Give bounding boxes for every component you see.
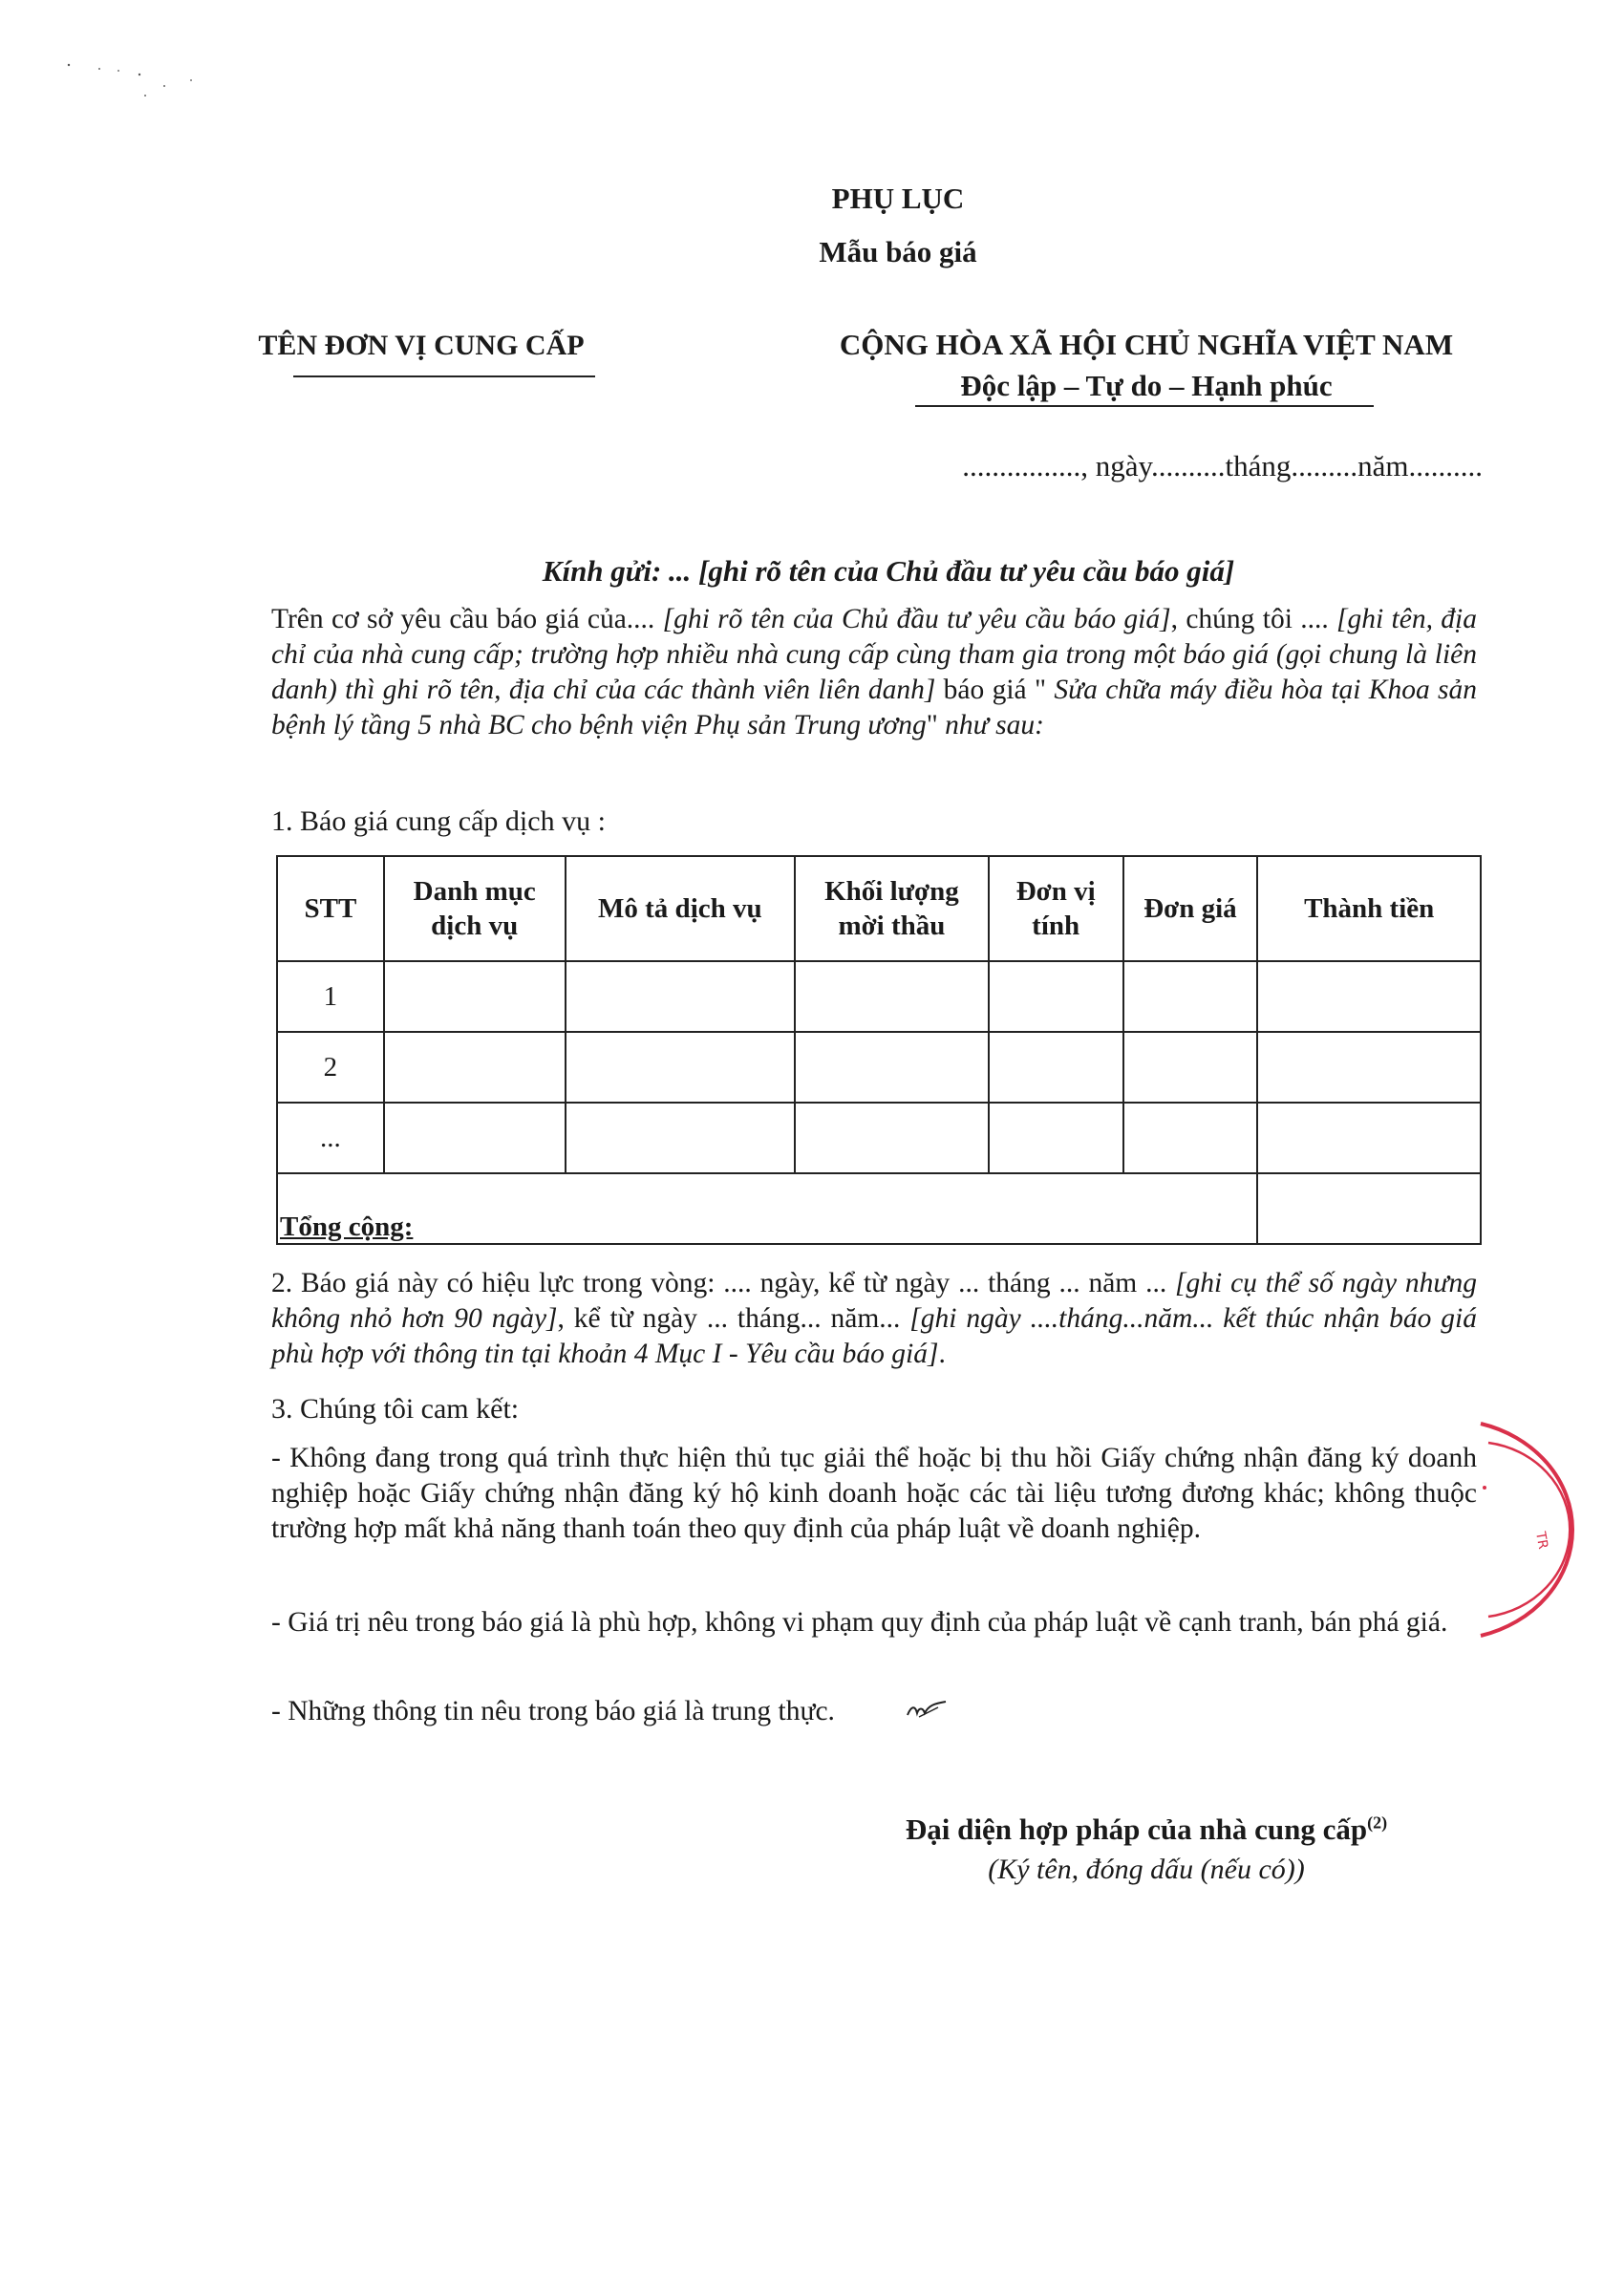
total-amount-cell	[1257, 1173, 1481, 1244]
commitment-2: - Giá trị nêu trong báo giá là phù hợp, không vi phạm quy định của pháp luật về cạnh tranh, bán phá giá.	[271, 1607, 1448, 1638]
date-line: ................, ngày..........tháng.........năm..........	[962, 449, 1483, 482]
table-cell	[1123, 961, 1258, 1032]
header-service-category	[384, 856, 566, 961]
intro-text-2: , chúng tôi ....	[1170, 604, 1337, 634]
header-service-category-line1: Danh mục	[413, 876, 536, 907]
intro-text-1: Trên cơ sở yêu cầu báo giá của....	[271, 604, 663, 634]
header-unit	[989, 856, 1123, 961]
header-stt: STT	[277, 856, 384, 961]
scan-specks	[57, 57, 210, 105]
section-1-heading: 1. Báo giá cung cấp dịch vụ :	[271, 805, 606, 837]
table-cell	[1257, 961, 1481, 1032]
header-service-category-line2: dịch vụ	[431, 911, 519, 941]
table-cell	[384, 1103, 566, 1173]
table-cell	[989, 961, 1123, 1032]
validity-text-3: .	[938, 1339, 946, 1369]
table-cell	[566, 1032, 796, 1103]
header-quantity	[795, 856, 989, 961]
intro-italic-4: như sau:	[945, 710, 1044, 740]
header-unit-line2: tính	[1032, 911, 1080, 941]
intro-text-4: "	[926, 710, 946, 740]
header-quantity-line2: mời thầu	[838, 911, 946, 941]
handwritten-initials	[906, 1698, 948, 1721]
commitment-3: - Những thông tin nêu trong báo giá là trung thực.	[271, 1696, 835, 1726]
intro-italic-2: [ghi tên, địa chỉ của nhà cung cấp; trường hợp nhiều nhà cung cấp cùng tham gia trong một báo giá (gọi chung là liên danh) thì ghi rõ tên, địa chỉ của các thành viên liên danh]	[271, 604, 1477, 705]
table-total-row	[277, 1173, 1481, 1244]
table-cell	[795, 961, 989, 1032]
document-subtitle: Mẫu báo giá	[819, 235, 977, 268]
header-amount: Thành tiền	[1257, 856, 1481, 961]
supplier-underline	[293, 375, 595, 377]
salutation-label: Kính gửi: ...	[542, 554, 692, 588]
total-label: Tổng cộng:	[277, 1173, 1257, 1244]
table-row	[277, 1103, 1481, 1173]
intro-italic-3: Sửa chữa máy điều hòa tại Khoa sản bệnh lý tầng 5 nhà BC cho bệnh viện Phụ sản Trung ương	[271, 675, 1478, 740]
table-cell	[989, 1103, 1123, 1173]
header-quantity-line1: Khối lượng	[824, 876, 959, 907]
table-cell	[1257, 1103, 1481, 1173]
motto-underline	[915, 405, 1374, 407]
validity-paragraph	[271, 1266, 1477, 1372]
table-cell	[384, 961, 566, 1032]
table-cell	[384, 1032, 566, 1103]
salutation-recipient: [ghi rõ tên của Chủ đầu tư yêu cầu báo giá]	[691, 554, 1235, 588]
national-motto: Độc lập – Tự do – Hạnh phúc	[960, 369, 1333, 402]
validity-text-2: , kể từ ngày ... tháng... năm...	[557, 1303, 910, 1334]
table-row	[277, 1032, 1481, 1103]
intro-paragraph	[271, 602, 1477, 743]
svg-text:TR: TR	[1532, 1530, 1550, 1551]
signature-note: (Ký tên, đóng dấu (nếu có))	[988, 1854, 1305, 1885]
validity-italic-1: [ghi cụ thể số ngày nhưng không nhỏ hơn 90 ngày]	[271, 1268, 1477, 1334]
validity-italic-2: [ghi ngày ....tháng...năm... kết thúc nhận báo giá phù hợp với thông tin tại khoản 4 Mục I - Yêu cầu báo giá]	[271, 1303, 1477, 1369]
table-cell	[1123, 1103, 1258, 1173]
intro-italic-1: [ghi rõ tên của Chủ đầu tư yêu cầu báo giá]	[662, 604, 1171, 634]
row-stt: 2	[277, 1032, 384, 1103]
salutation	[0, 554, 1624, 589]
signature-title	[860, 1812, 1433, 1847]
header-service-description: Mô tả dịch vụ	[566, 856, 796, 961]
header-unit-line1: Đơn vị	[1015, 876, 1096, 907]
row-stt: ...	[277, 1103, 384, 1173]
intro-text-3: báo giá "	[935, 675, 1055, 705]
table-cell	[566, 961, 796, 1032]
red-seal-stamp	[1442, 1414, 1576, 1643]
table-header-row	[277, 856, 1481, 961]
supplier-name: TÊN ĐƠN VỊ CUNG CẤP	[258, 330, 585, 361]
table-cell	[795, 1103, 989, 1173]
section-3-heading: 3. Chúng tôi cam kết:	[271, 1393, 520, 1425]
signature-title-text: Đại diện hợp pháp của nhà cung cấp	[905, 1812, 1368, 1846]
table-cell	[566, 1103, 796, 1173]
header-unit-price: Đơn giá	[1123, 856, 1258, 961]
table-cell	[1257, 1032, 1481, 1103]
commitment-1: - Không đang trong quá trình thực hiện thủ tục giải thể hoặc bị thu hồi Giấy chứng nhận đăng ký doanh nghiệp hoặc Giấy chứng nhận đăng ký hộ kinh doanh hoặc các tài liệu tương đương khác; không thuộc trường hợp mất khả năng thanh toán theo quy định của pháp luật về doanh nghiệp.	[271, 1443, 1477, 1544]
signature-footnote: (2)	[1367, 1812, 1388, 1833]
row-stt: 1	[277, 961, 384, 1032]
validity-text-1: 2. Báo giá này có hiệu lực trong vòng: .... ngày, kể từ ngày ... tháng ... năm ...	[271, 1268, 1176, 1298]
table-cell	[1123, 1032, 1258, 1103]
nation-heading: CỘNG HÒA XÃ HỘI CHỦ NGHĨA VIỆT NAM	[839, 328, 1454, 361]
document-title: PHỤ LỤC	[831, 182, 965, 215]
quote-table	[276, 855, 1482, 1245]
table-row	[277, 961, 1481, 1032]
table-cell	[795, 1032, 989, 1103]
table-cell	[989, 1032, 1123, 1103]
